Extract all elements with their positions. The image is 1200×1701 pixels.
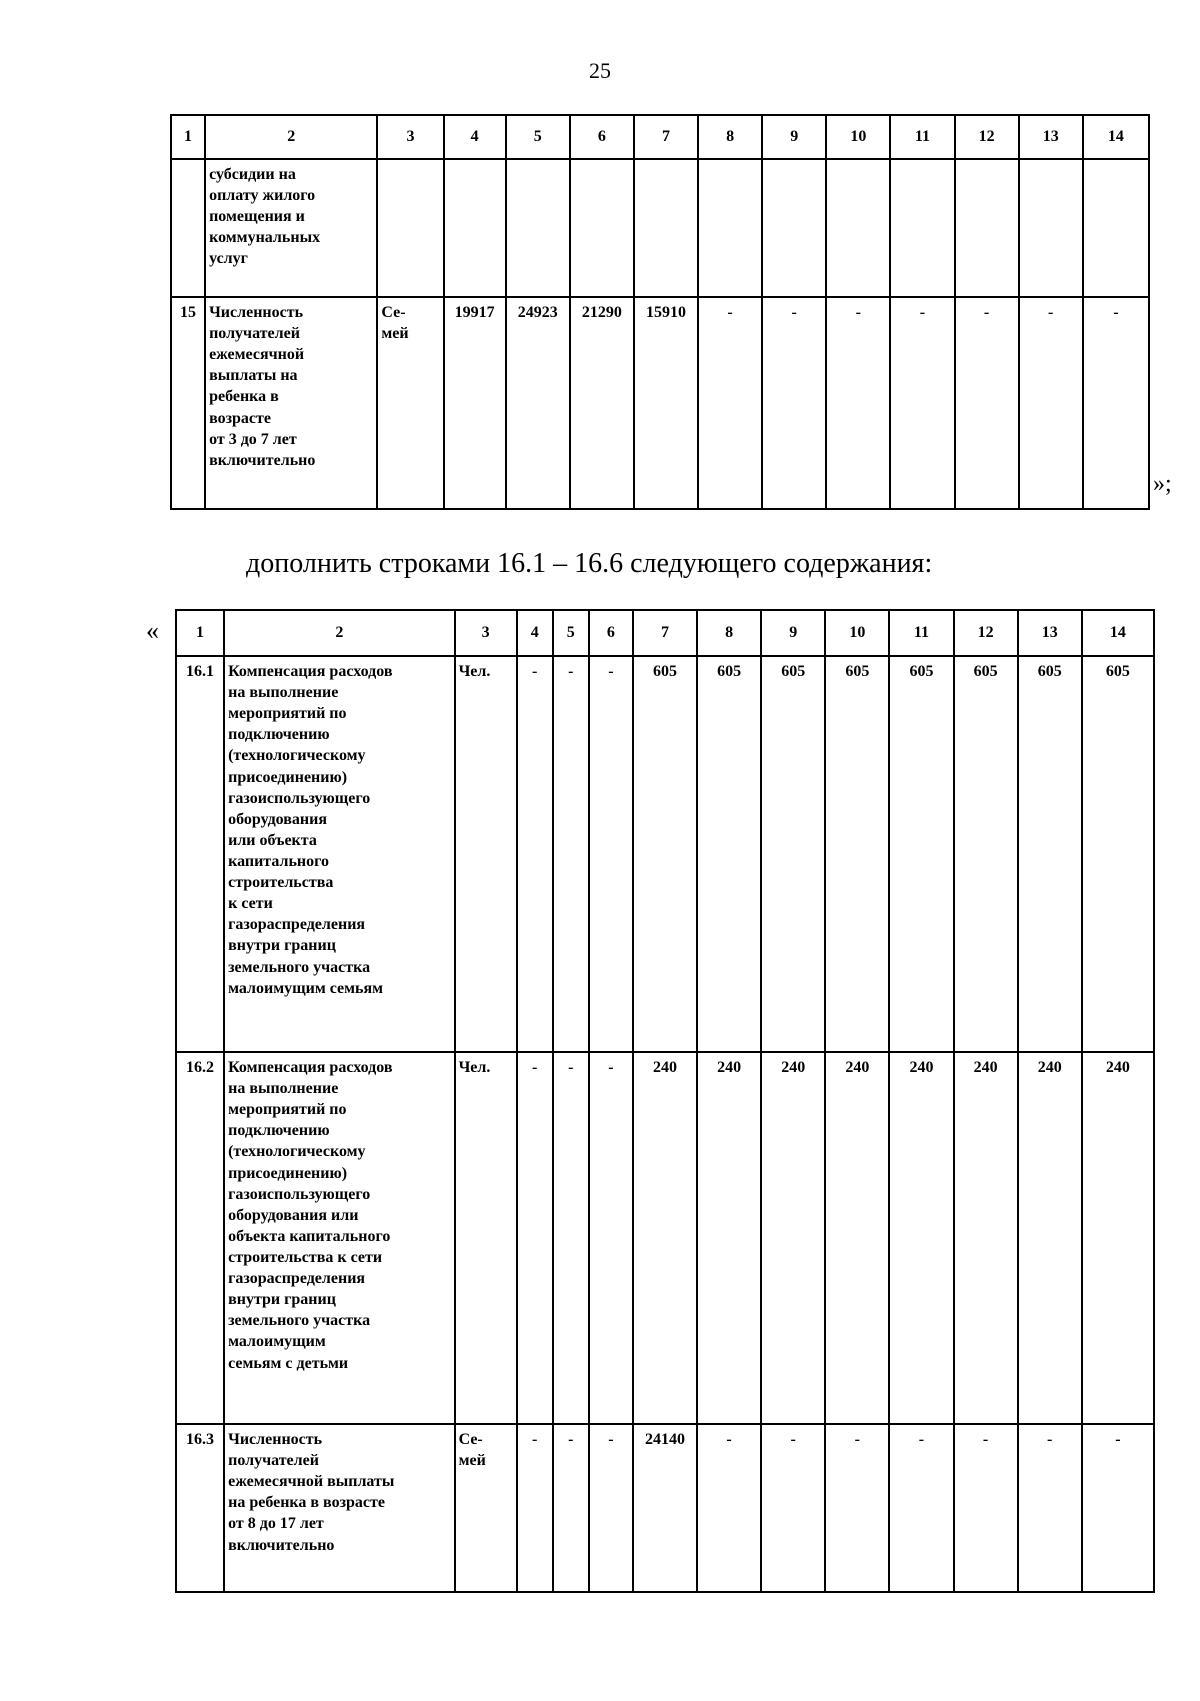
value-cell: - — [553, 1424, 589, 1592]
value-cell: - — [589, 656, 633, 1052]
indicator-name-cell: Численность получателей ежемесячной выплаты на ребенка в возрасте от 3 до 7 лет включительно — [205, 297, 377, 509]
row-number-cell: 16.2 — [176, 1052, 224, 1424]
unit-cell: Се- мей — [377, 297, 443, 509]
value-cell: - — [1018, 1424, 1082, 1592]
value-cell — [890, 159, 954, 297]
column-header: 8 — [697, 610, 761, 656]
value-cell — [1019, 159, 1083, 297]
column-header: 7 — [634, 115, 698, 159]
value-cell: - — [553, 1052, 589, 1424]
value-cell: 15910 — [634, 297, 698, 509]
value-cell: 240 — [1018, 1052, 1082, 1424]
column-header: 3 — [377, 115, 443, 159]
column-header: 10 — [826, 115, 890, 159]
value-cell: 605 — [761, 656, 825, 1052]
value-cell: - — [517, 1424, 553, 1592]
row-number-cell: 16.3 — [176, 1424, 224, 1592]
column-header: 4 — [444, 115, 506, 159]
column-header: 13 — [1019, 115, 1083, 159]
opening-quote-mark: « — [146, 616, 159, 645]
value-cell: 24140 — [633, 1424, 697, 1592]
column-header: 3 — [455, 610, 517, 656]
value-cell: 605 — [697, 656, 761, 1052]
unit-cell: Чел. — [455, 656, 517, 1052]
value-cell: - — [890, 297, 954, 509]
column-header: 7 — [633, 610, 697, 656]
value-cell: - — [1019, 297, 1083, 509]
column-header: 2 — [224, 610, 454, 656]
value-cell: - — [826, 297, 890, 509]
value-cell: - — [517, 656, 553, 1052]
table-row — [171, 297, 1149, 509]
value-cell: 240 — [889, 1052, 953, 1424]
value-cell: - — [589, 1052, 633, 1424]
value-cell: 240 — [633, 1052, 697, 1424]
indicator-name-cell: субсидии на оплату жилого помещения и коммунальных услуг — [205, 159, 377, 297]
value-cell: 605 — [889, 656, 953, 1052]
value-cell — [762, 159, 826, 297]
value-cell: - — [1083, 297, 1149, 509]
table-2-header-row — [176, 610, 1154, 656]
value-cell — [634, 159, 698, 297]
column-header: 14 — [1083, 115, 1149, 159]
table-1-header-row — [171, 115, 1149, 159]
value-cell: 240 — [697, 1052, 761, 1424]
column-header: 8 — [698, 115, 762, 159]
value-cell: - — [553, 656, 589, 1052]
value-cell: - — [697, 1424, 761, 1592]
value-cell: - — [1082, 1424, 1154, 1592]
column-header: 5 — [553, 610, 589, 656]
value-cell: 21290 — [570, 297, 634, 509]
closing-quote-mark: »; — [1153, 471, 1172, 497]
table-row — [171, 159, 1149, 297]
column-header: 11 — [889, 610, 953, 656]
unit-cell: Чел. — [455, 1052, 517, 1424]
value-cell: 605 — [633, 656, 697, 1052]
value-cell: - — [761, 1424, 825, 1592]
column-header: 11 — [890, 115, 954, 159]
value-cell — [826, 159, 890, 297]
value-cell — [570, 159, 634, 297]
column-header: 5 — [506, 115, 570, 159]
table-row — [176, 656, 1154, 1052]
row-number-cell: 16.1 — [176, 656, 224, 1052]
value-cell: 605 — [954, 656, 1018, 1052]
value-cell: - — [589, 1424, 633, 1592]
row-number-cell: 15 — [171, 297, 205, 509]
value-cell: - — [825, 1424, 889, 1592]
value-cell: 605 — [1018, 656, 1082, 1052]
unit-cell — [377, 159, 443, 297]
row-number-cell — [171, 159, 205, 297]
value-cell: 240 — [825, 1052, 889, 1424]
instruction-text: дополнить строками 16.1 – 16.6 следующего содержания: — [246, 548, 933, 579]
column-header: 1 — [171, 115, 205, 159]
value-cell — [506, 159, 570, 297]
column-header: 6 — [589, 610, 633, 656]
column-header: 2 — [205, 115, 377, 159]
unit-cell: Се- мей — [455, 1424, 517, 1592]
column-header: 9 — [762, 115, 826, 159]
page-number: 25 — [589, 58, 611, 83]
value-cell: 605 — [1082, 656, 1154, 1052]
table-2 — [175, 609, 1155, 1593]
indicator-name-cell: Численность получателей ежемесячной выплаты на ребенка в возрасте от 8 до 17 лет включительно — [224, 1424, 454, 1592]
value-cell — [698, 159, 762, 297]
value-cell: - — [762, 297, 826, 509]
value-cell — [955, 159, 1019, 297]
column-header: 13 — [1018, 610, 1082, 656]
table-1 — [170, 114, 1150, 510]
value-cell: 24923 — [506, 297, 570, 509]
value-cell: 240 — [954, 1052, 1018, 1424]
value-cell — [444, 159, 506, 297]
value-cell: - — [954, 1424, 1018, 1592]
table-row — [176, 1052, 1154, 1424]
column-header: 12 — [954, 610, 1018, 656]
value-cell: - — [955, 297, 1019, 509]
value-cell: - — [517, 1052, 553, 1424]
column-header: 14 — [1082, 610, 1154, 656]
column-header: 4 — [517, 610, 553, 656]
value-cell: - — [889, 1424, 953, 1592]
value-cell: 19917 — [444, 297, 506, 509]
indicator-name-cell: Компенсация расходов на выполнение мероприятий по подключению (технологическому присоединению) газоиспользующего оборудования или объекта капитального строительства к сети газораспределения внутри границ земельного участка малоимущим семьям — [224, 656, 454, 1052]
column-header: 6 — [570, 115, 634, 159]
table-row — [176, 1424, 1154, 1592]
value-cell: - — [698, 297, 762, 509]
value-cell: 240 — [761, 1052, 825, 1424]
column-header: 9 — [761, 610, 825, 656]
indicator-name-cell: Компенсация расходов на выполнение мероприятий по подключению (технологическому присоединению) газоиспользующего оборудования или объекта капитального строительства к сети газораспределения внутри границ земельного участка малоимущим семьям с детьми — [224, 1052, 454, 1424]
column-header: 10 — [825, 610, 889, 656]
column-header: 1 — [176, 610, 224, 656]
column-header: 12 — [955, 115, 1019, 159]
value-cell: 605 — [825, 656, 889, 1052]
value-cell: 240 — [1082, 1052, 1154, 1424]
value-cell — [1083, 159, 1149, 297]
